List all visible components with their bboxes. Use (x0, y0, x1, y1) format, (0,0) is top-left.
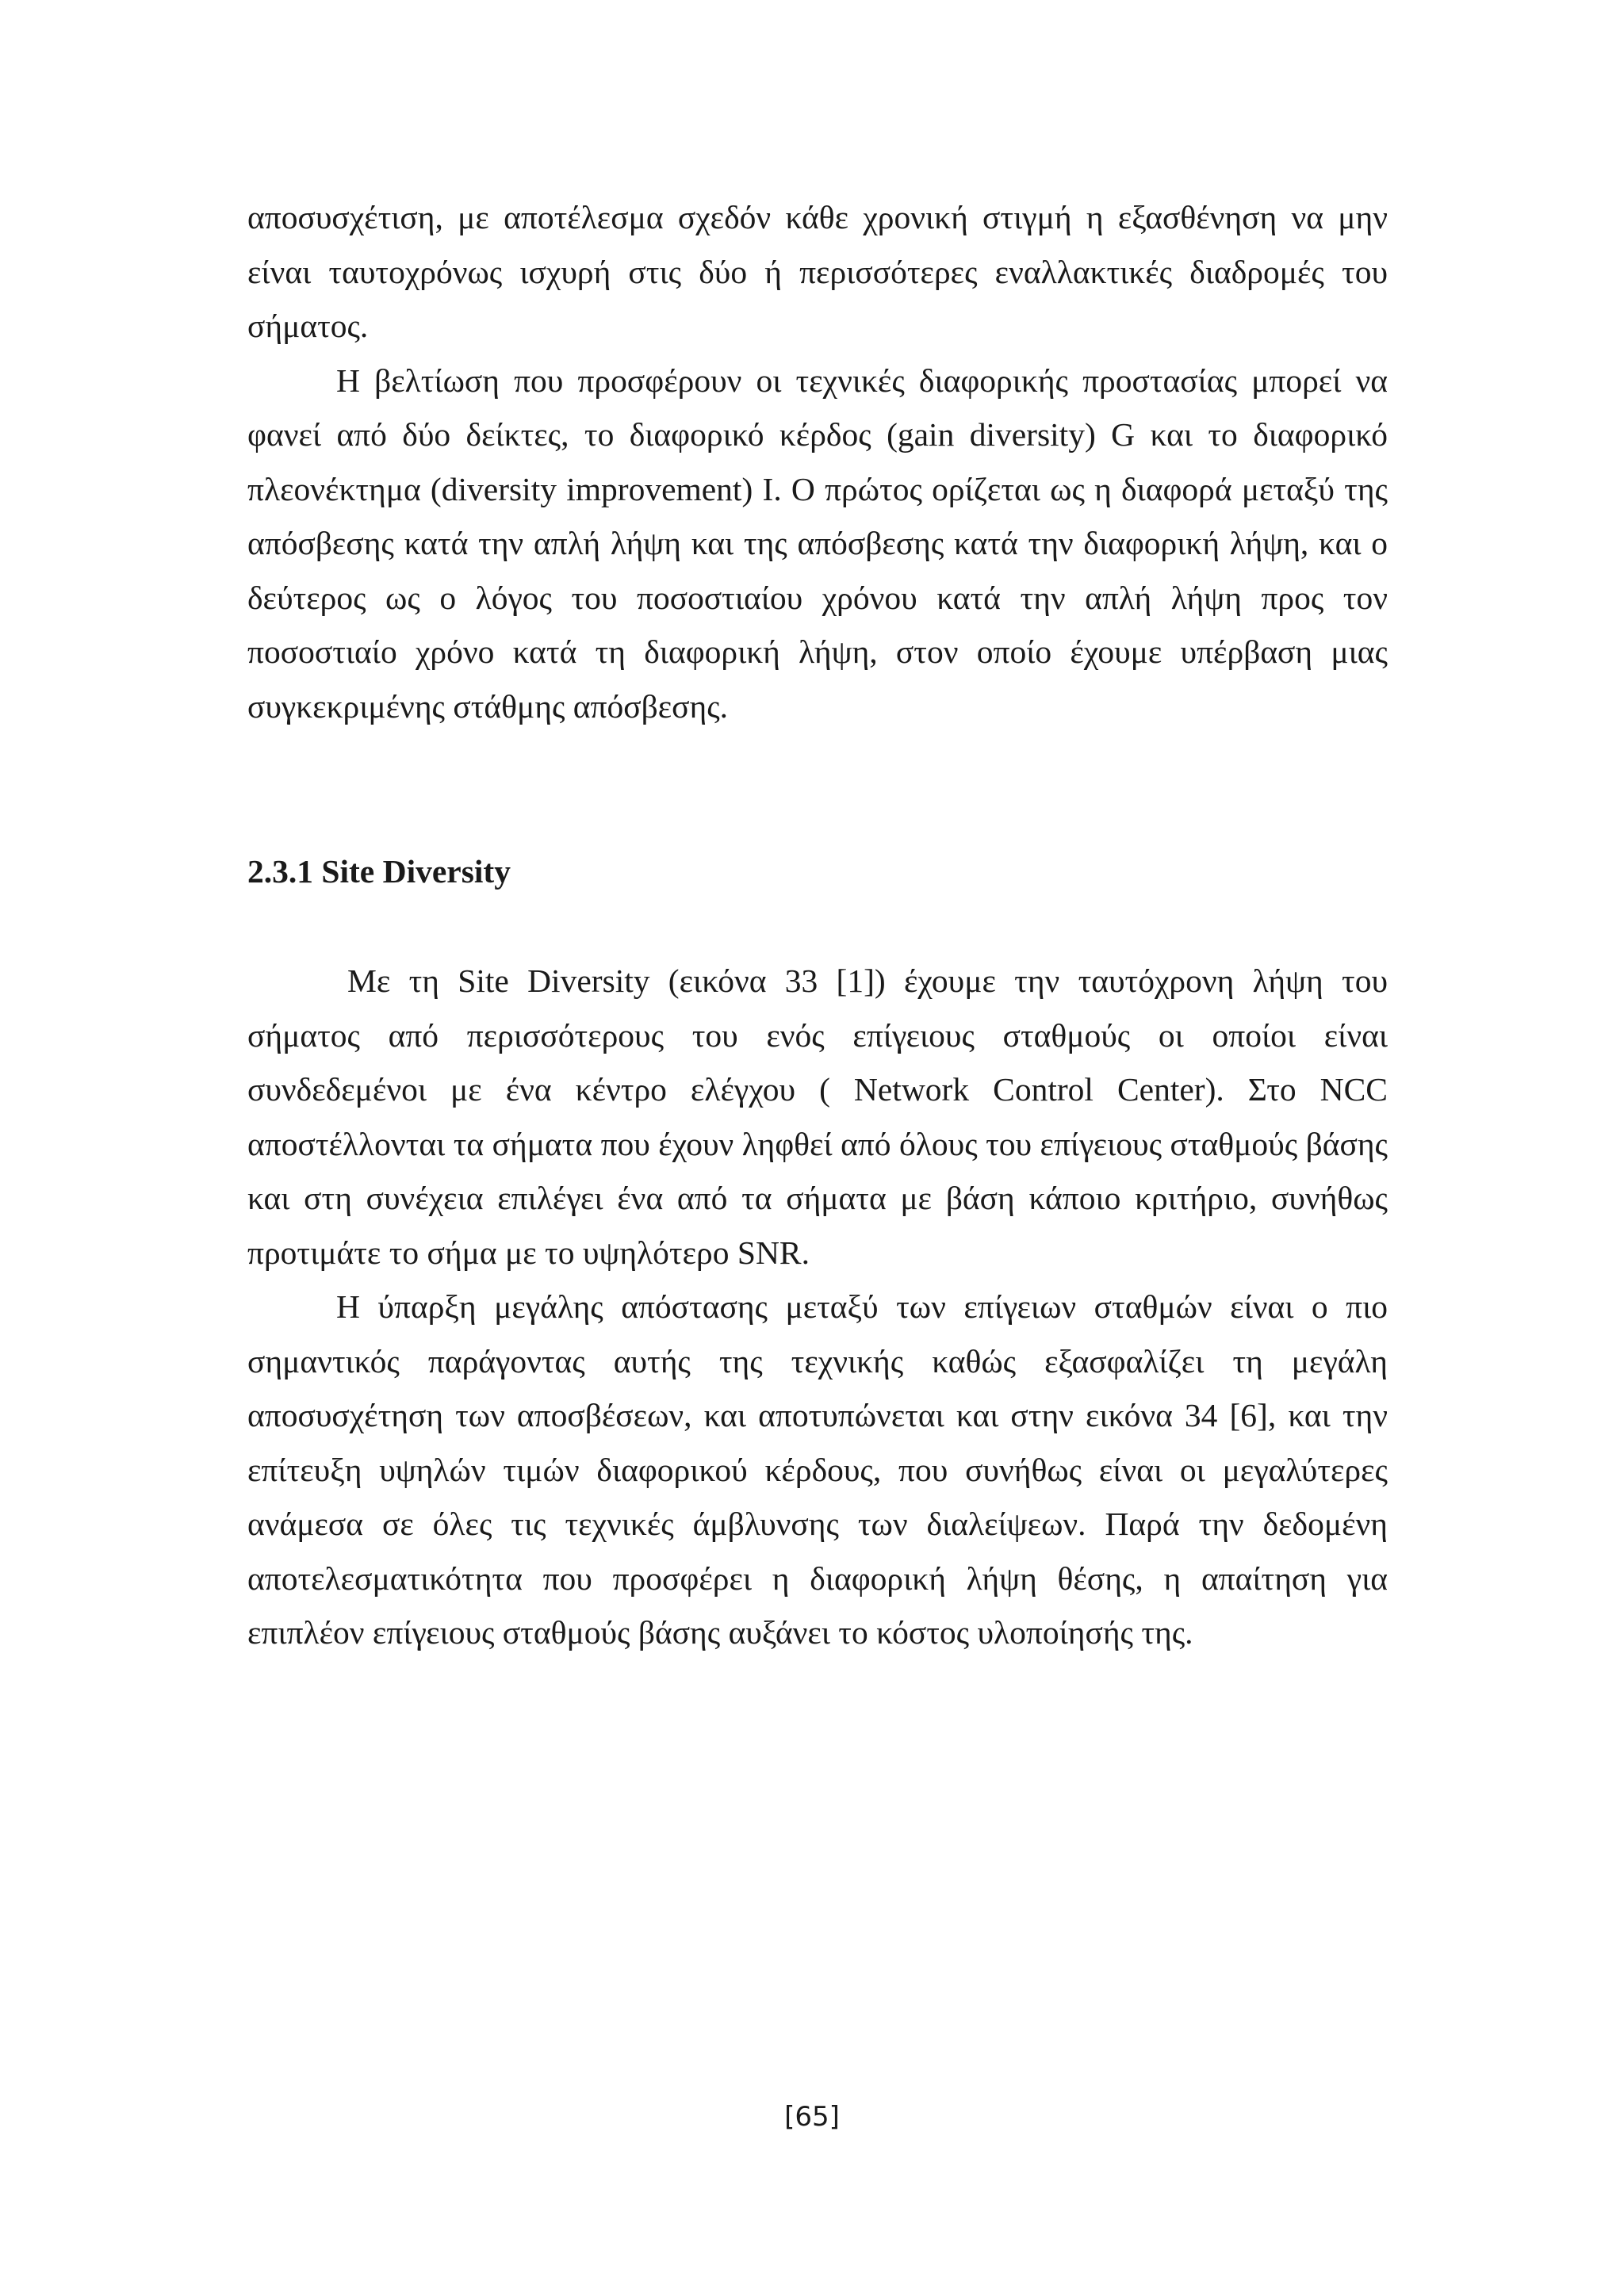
body-text-block-site-diversity (247, 954, 1388, 1660)
paragraph-continuation: αποσυσχέτιση, με αποτέλεσμα σχεδόν κάθε χρονική στιγμή η εξασθένηση να μην είναι ταυτοχρόνως ισχυρή στις δύο ή περισσότερες εναλλακτικές διαδρομές του σήματος. (247, 199, 1388, 344)
section-heading: 2.3.1 Site Diversity (247, 853, 511, 890)
body-text-block-top (247, 190, 1388, 733)
paragraph-diversity-improvement: Η βελτίωση που προσφέρουν οι τεχνικές διαφορικής προστασίας μπορεί να φανεί από δύο δείκτες, το διαφορικό κέρδος (gain diversity) G και το διαφορικό πλεονέκτημα (diversity improvement) I. Ο πρώτος ορίζεται ως η διαφορά μεταξύ της απόσβεσης κατά την απλή λήψη και της απόσβεσης κατά την διαφορική λήψη, και ο δεύτερος ως ο λόγος του ποσοστιαίου χρόνου κατά την απλή λήψη προς τον ποσοστιαίο χρόνο κατά τη διαφορική λήψη, στον οποίο έχουμε υπέρβαση μιας συγκεκριμένης στάθμης απόσβεσης. (247, 362, 1388, 725)
page-number: [65] (784, 2101, 840, 2133)
paragraph-station-distance: Η ύπαρξη μεγάλης απόστασης μεταξύ των επίγειων σταθμών είναι ο πιο σημαντικός παράγοντας αυτής της τεχνικής καθώς εξασφαλίζει τη μεγάλη αποσυσχέτηση των αποσβέσεων, και αποτυπώνεται και στην εικόνα 34 [6], και την επίτευξη υψηλών τιμών διαφορικού κέρδους, που συνήθως είναι οι μεγαλύτερες ανάμεσα σε όλες τις τεχνικές άμβλυνσης των διαλείψεων. Παρά την δεδομένη αποτελεσματικότητα που προσφέρει η διαφορική λήψη θέσης, η απαίτηση για επιπλέον επίγειους σταθμούς βάσης αυξάνει το κόστος υλοποίησής της. (247, 1288, 1388, 1651)
paragraph-site-diversity: Με τη Site Diversity (εικόνα 33 [1]) έχουμε την ταυτόχρονη λήψη του σήματος από περισσότερους του ενός επίγειους σταθμούς οι οποίοι είναι συνδεδεμένοι με ένα κέντρο ελέγχου ( Network Control Center). Στο NCC αποστέλλονται τα σήματα που έχουν ληφθεί από όλους του επίγειους σταθμούς βάσης και στη συνέχεια επιλέγει ένα από τα σήματα με βάση κάποιο κριτήριο, συνήθως προτιμάτε το σήμα με το υψηλότερο SNR. (247, 962, 1388, 1271)
